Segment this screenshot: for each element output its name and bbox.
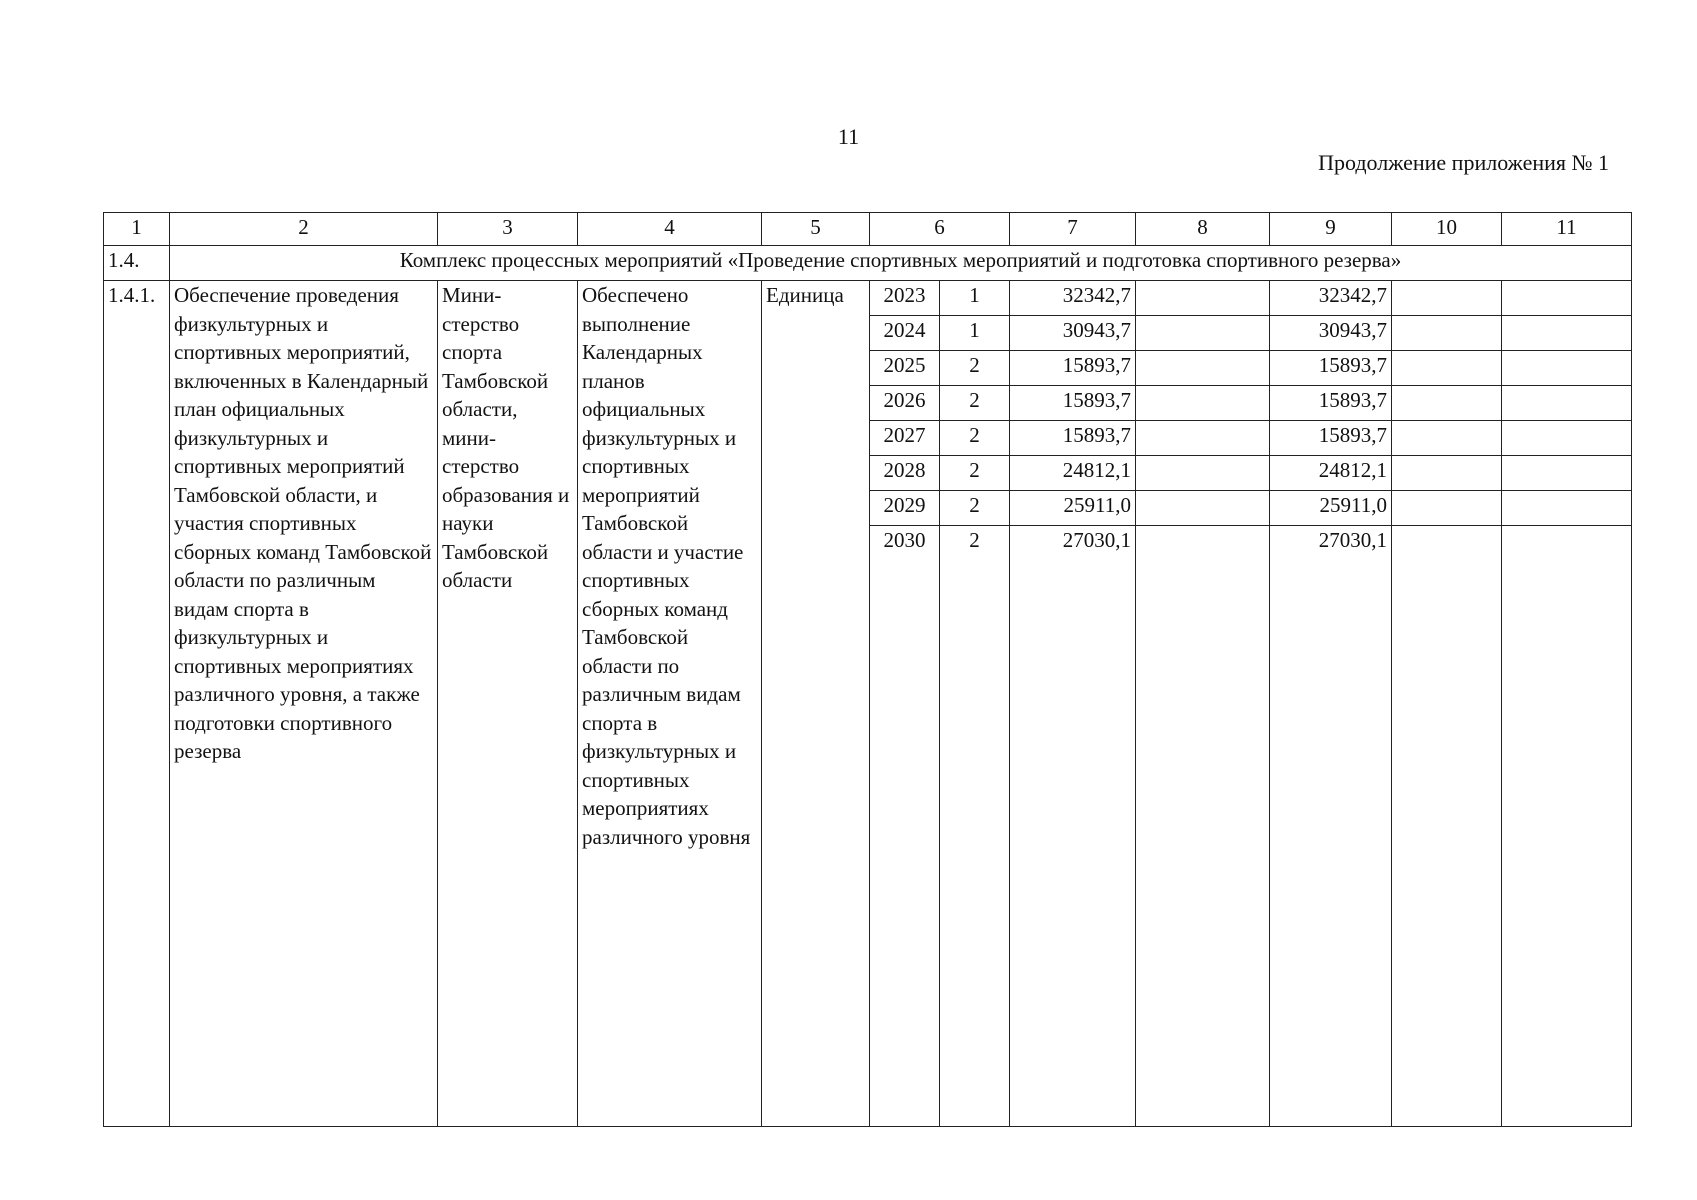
appendix-note: Продолжение приложения № 1 (1318, 150, 1609, 175)
total-cell: 15893,7 (1010, 351, 1136, 386)
count-cell: 2 (940, 491, 1010, 526)
header-cell: 9 (1270, 213, 1392, 246)
col10-cell (1392, 491, 1502, 526)
col9-cell: 25911,0 (1270, 491, 1392, 526)
col9-cell: 15893,7 (1270, 386, 1392, 421)
header-cell: 4 (578, 213, 762, 246)
header-row (104, 213, 1632, 246)
col9-cell: 24812,1 (1270, 456, 1392, 491)
col8-cell (1136, 386, 1270, 421)
header-cell: 11 (1502, 213, 1632, 246)
item-unit: Единица (762, 281, 870, 1127)
section-code: 1.4. (104, 246, 170, 281)
header-cell: 6 (870, 213, 1010, 246)
year-cell: 2024 (870, 316, 940, 351)
header-cell: 7 (1010, 213, 1136, 246)
header-cell: 10 (1392, 213, 1502, 246)
col11-cell (1502, 281, 1632, 316)
col11-cell (1502, 316, 1632, 351)
col8-cell (1136, 281, 1270, 316)
header-cell: 2 (170, 213, 438, 246)
col11-cell (1502, 421, 1632, 456)
count-cell: 1 (940, 316, 1010, 351)
col9-cell: 32342,7 (1270, 281, 1392, 316)
col8-cell (1136, 456, 1270, 491)
total-cell: 27030,1 (1010, 526, 1136, 1127)
total-cell: 24812,1 (1010, 456, 1136, 491)
year-cell: 2028 (870, 456, 940, 491)
col11-cell (1502, 491, 1632, 526)
col8-cell (1136, 316, 1270, 351)
page-number: 11 (837, 124, 860, 149)
col8-cell (1136, 526, 1270, 1127)
year-cell: 2029 (870, 491, 940, 526)
col10-cell (1392, 386, 1502, 421)
item-responsible: Мини-стерство спорта Тамбовской области, мини-стерство образования и науки Тамбовской области (438, 281, 578, 1127)
col11-cell (1502, 526, 1632, 1127)
count-cell: 1 (940, 281, 1010, 316)
count-cell: 2 (940, 421, 1010, 456)
item-result: Обеспечено выполнение Календарных планов официальных физкультурных и спортивных мероприятий Тамбовской области и участие спортивных сборных команд Тамбовской области по различным видам спорта в физкультурных и спортивных мероприятиях различного уровня (578, 281, 762, 1127)
col8-cell (1136, 351, 1270, 386)
col9-cell: 15893,7 (1270, 351, 1392, 386)
col9-cell: 15893,7 (1270, 421, 1392, 456)
section-row (104, 246, 1632, 281)
total-cell: 30943,7 (1010, 316, 1136, 351)
col9-cell: 30943,7 (1270, 316, 1392, 351)
table-row (104, 281, 1632, 316)
col9-cell: 27030,1 (1270, 526, 1392, 1127)
header-cell: 1 (104, 213, 170, 246)
year-cell: 2023 (870, 281, 940, 316)
count-cell: 2 (940, 456, 1010, 491)
year-cell: 2027 (870, 421, 940, 456)
header-cell: 8 (1136, 213, 1270, 246)
col10-cell (1392, 316, 1502, 351)
count-cell: 2 (940, 526, 1010, 1127)
total-cell: 25911,0 (1010, 491, 1136, 526)
year-cell: 2025 (870, 351, 940, 386)
col10-cell (1392, 281, 1502, 316)
total-cell: 15893,7 (1010, 421, 1136, 456)
total-cell: 15893,7 (1010, 386, 1136, 421)
col10-cell (1392, 456, 1502, 491)
year-cell: 2030 (870, 526, 940, 1127)
year-cell: 2026 (870, 386, 940, 421)
col10-cell (1392, 421, 1502, 456)
col10-cell (1392, 351, 1502, 386)
col8-cell (1136, 421, 1270, 456)
item-code: 1.4.1. (104, 281, 170, 1127)
col11-cell (1502, 456, 1632, 491)
header-cell: 3 (438, 213, 578, 246)
header-cell: 5 (762, 213, 870, 246)
count-cell: 2 (940, 386, 1010, 421)
count-cell: 2 (940, 351, 1010, 386)
item-description: Обеспечение проведения физкультурных и спортивных мероприятий, включенных в Календарный план официальных физкультурных и спортивных мероприятий Тамбовской области, и участия спортивных сборных команд Тамбовской области по различным видам спорта в физкультурных и спортивных мероприятиях различного уровня, а также подготовки спортивного резерва (170, 281, 438, 1127)
col11-cell (1502, 386, 1632, 421)
section-title: Комплекс процессных мероприятий «Проведение спортивных мероприятий и подготовка спортивного резерва» (170, 246, 1632, 281)
appendix-table (103, 212, 1632, 1127)
col8-cell (1136, 491, 1270, 526)
col10-cell (1392, 526, 1502, 1127)
col11-cell (1502, 351, 1632, 386)
total-cell: 32342,7 (1010, 281, 1136, 316)
